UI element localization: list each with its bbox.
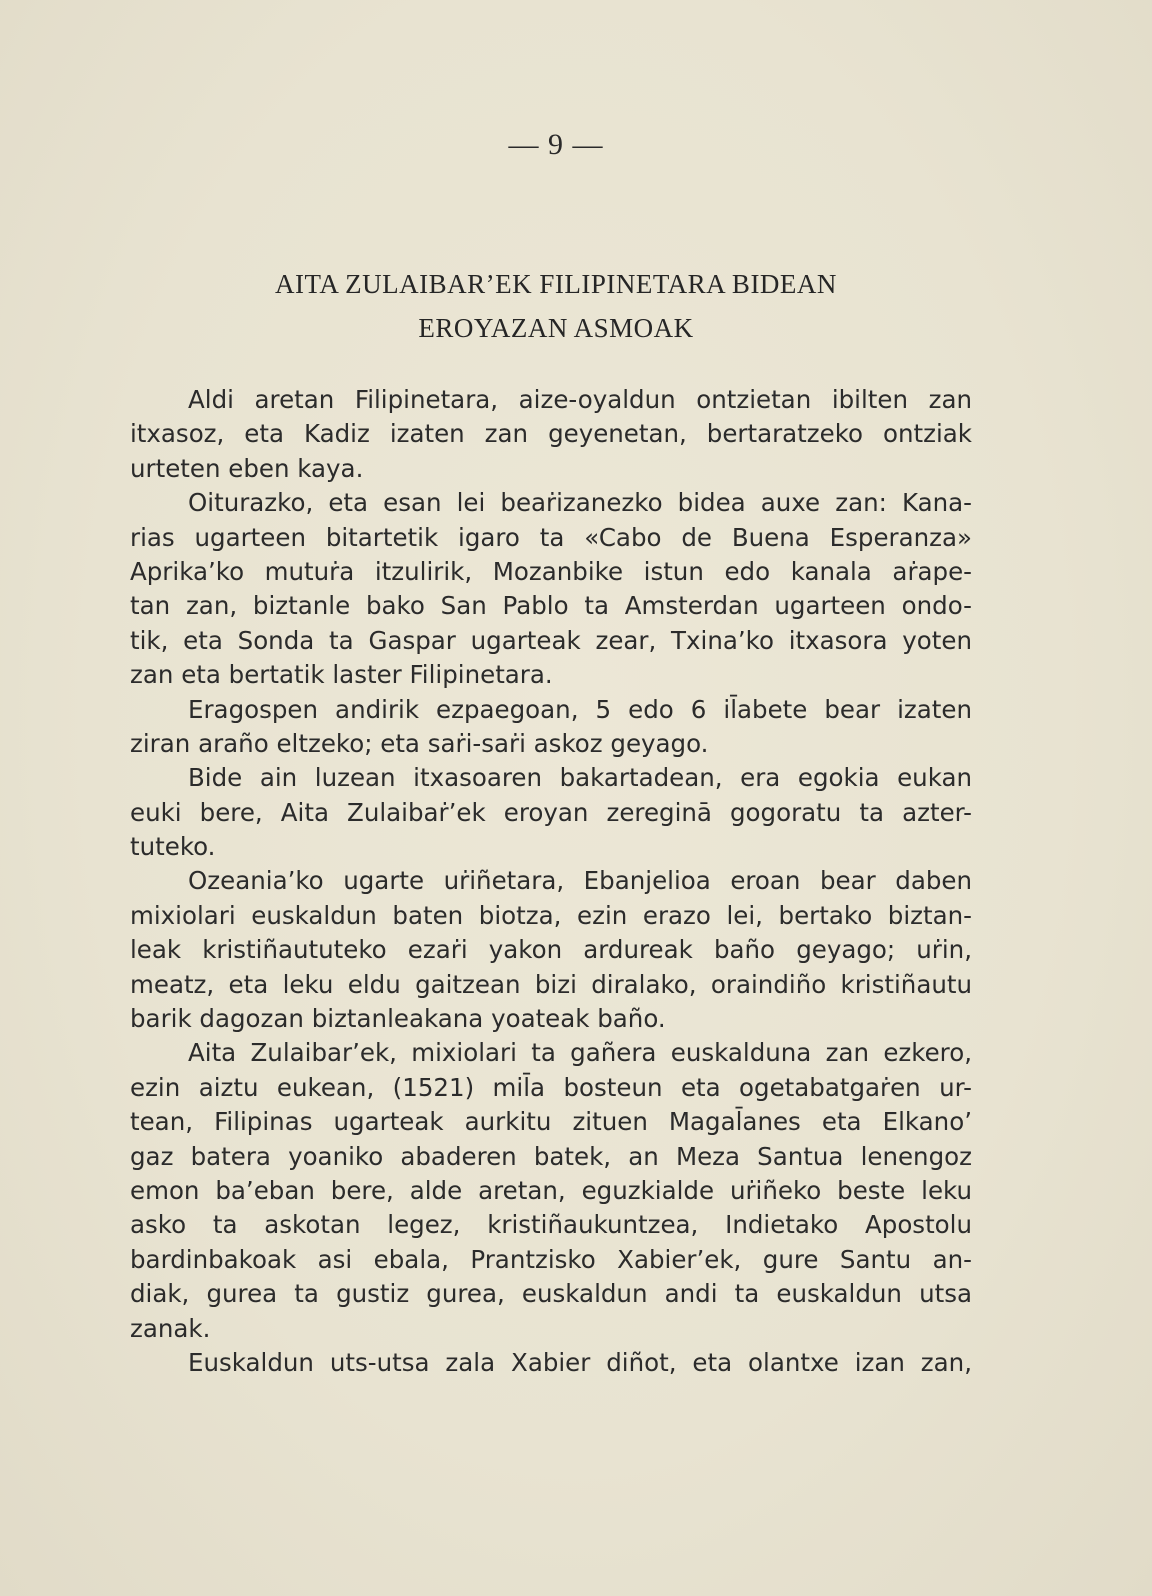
- body-line: leak kristiñaututeko ezaṙi yakon ardureak baño geyago; uṙin,: [130, 935, 972, 965]
- body-line: Aita Zulaibar’ek, mixiolari ta gañera euskalduna zan ezkero,: [188, 1038, 972, 1068]
- body-line: ziran araño eltzeko; eta saṙi-saṙi askoz geyago.: [130, 728, 709, 758]
- page-number: — 9 —: [508, 128, 604, 161]
- body-line: tik, eta Sonda ta Gaspar ugarteak zear, Txina’ko itxasora yoten: [130, 625, 972, 655]
- chapter-title-line-2: EROYAZAN ASMOAK: [418, 313, 694, 343]
- body-line: euki bere, Aita Zulaibaṙ’ek eroyan zereginā gogoratu ta azter-: [130, 797, 972, 827]
- body-line: Ozeania’ko ugarte uṙiñetara, Ebanjelioa eroan bear daben: [188, 866, 972, 896]
- body-line: meatz, eta leku eldu gaitzean bizi diralako, oraindiño kristiñautu: [130, 969, 972, 999]
- body-line: asko ta askotan legez, kristiñaukuntzea, Indietako Apostolu: [130, 1210, 972, 1240]
- body-line: rias ugarteen bitartetik igaro ta «Cabo de Buena Esperanza»: [130, 522, 972, 552]
- body-text: [130, 383, 972, 1380]
- body-line: Bide ain luzean itxasoaren bakartadean, era egokia eukan: [188, 763, 972, 793]
- body-line: barik dagozan biztanleakana yoateak baño.: [130, 1004, 666, 1034]
- body-line: tean, Filipinas ugarteak aurkitu zituen Magal̄anes eta Elkano’: [130, 1107, 972, 1137]
- body-line: diak, gurea ta gustiz gurea, euskaldun andi ta euskaldun utsa: [130, 1279, 972, 1309]
- body-line: ezin aiztu eukean, (1521) mil̄a bosteun eta ogetabatgaṙen ur-: [130, 1072, 972, 1102]
- body-line: gaz batera yoaniko abaderen batek, an Meza Santua lenengoz: [130, 1141, 972, 1171]
- body-line: itxasoz, eta Kadiz izaten zan geyenetan, bertaratzeko ontziak: [130, 419, 972, 449]
- body-line: zanak.: [130, 1313, 211, 1343]
- body-line: tuteko.: [130, 832, 216, 862]
- body-line: Aprika’ko mutuṙa itzulirik, Mozanbike istun edo kanala aṙape-: [130, 556, 972, 586]
- body-line: mixiolari euskaldun baten biotza, ezin erazo lei, bertako biztan-: [130, 900, 972, 930]
- body-line: zan eta bertatik laster Filipinetara.: [130, 660, 553, 690]
- body-line: bardinbakoak asi ebala, Prantzisko Xabier’ek, gure Santu an-: [130, 1244, 972, 1274]
- body-line: Aldi aretan Filipinetara, aize-oyaldun ontzietan ibilten zan: [188, 385, 972, 414]
- body-line: Oiturazko, eta esan lei beaṙizanezko bidea auxe zan: Kana-: [188, 488, 972, 518]
- chapter-title-line-1: AITA ZULAIBAR’EK FILIPINETARA BIDEAN: [275, 269, 837, 299]
- body-line: Eragospen andirik ezpaegoan, 5 edo 6 il̄abete bear izaten: [188, 694, 972, 724]
- body-line: tan zan, biztanle bako San Pablo ta Amsterdan ugarteen ondo-: [130, 591, 972, 621]
- body-line: emon ba’eban bere, alde aretan, eguzkialde uṙiñeko beste leku: [130, 1175, 972, 1205]
- body-line: Euskaldun uts-utsa zala Xabier diñot, eta olantxe izan zan,: [188, 1347, 972, 1377]
- body-line: urteten eben kaya.: [130, 453, 364, 483]
